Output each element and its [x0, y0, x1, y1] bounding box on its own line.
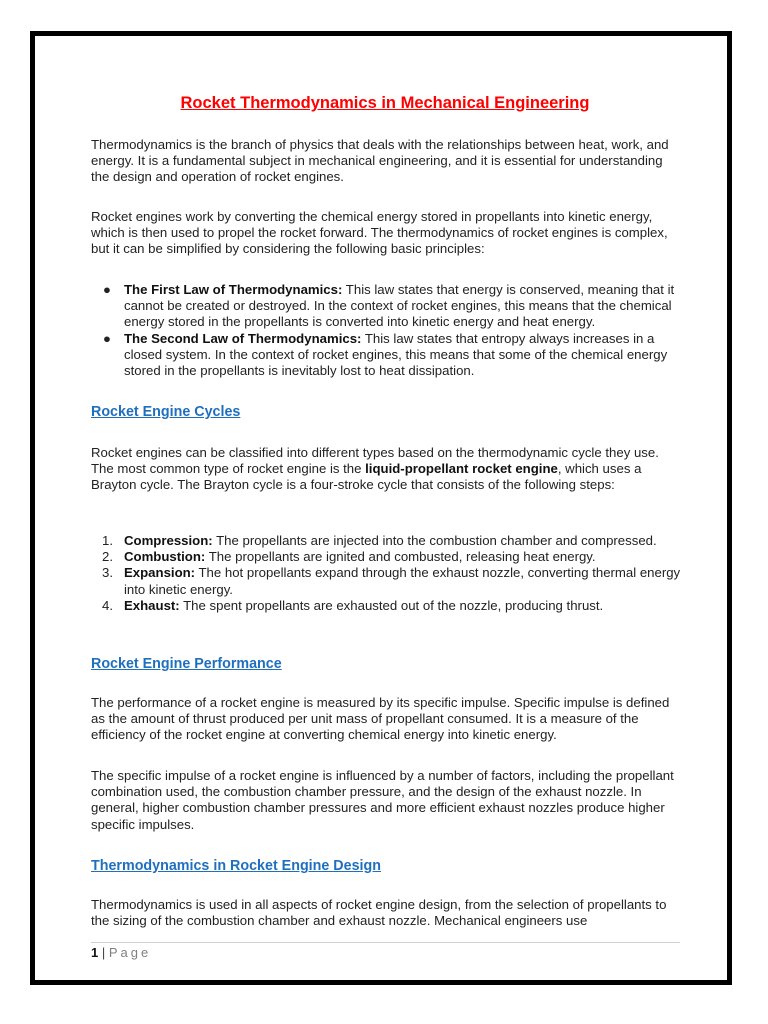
step-text: The spent propellants are exhausted out of the nozzle, producing thrust. [179, 597, 604, 613]
list-item [91, 331, 681, 380]
cycles-text-bold: liquid-propellant rocket engine [365, 461, 558, 477]
principle-text: This law states that energy is conserved, meaning that it cannot be created or destroyed. In the context of rocket engines, this means that the chemical energy stored in the propellants is converted into kinetic energy and heat energy. [124, 282, 675, 330]
step-text: The propellants are injected into the combustion chamber and compressed. [212, 533, 657, 548]
design-heading-block [91, 857, 681, 875]
step-term: Compression: [124, 533, 213, 548]
step-number: 3. [102, 565, 113, 581]
list-item [91, 282, 681, 331]
design-paragraph: Thermodynamics is used in all aspects of rocket engine design, from the selection of propellants to the sizing of the combustion chamber and exhaust nozzle. Mechanical engineers use [91, 897, 667, 929]
cycles-text-part2: , which uses a Brayton cycle. The Brayton cycle is a four-stroke cycle that consists of the following steps: [91, 461, 642, 493]
list-item [91, 549, 681, 565]
list-item [91, 533, 681, 549]
step-number: 2. [102, 549, 113, 565]
performance-paragraph-2-block [91, 768, 681, 833]
principle-text: This law states that entropy always increases in a closed system. In the context of rocket engines, this means that some of the chemical energy stored in the propellants is inevitably lost to heat dissipation. [124, 330, 668, 379]
page-label: Page [108, 945, 152, 960]
design-heading: Thermodynamics in Rocket Engine Design [91, 858, 381, 874]
principles-list [91, 282, 681, 379]
intro-paragraph-block [91, 137, 681, 186]
performance-heading: Rocket Engine Performance [91, 656, 282, 672]
performance-paragraph-1: The performance of a rocket engine is measured by its specific impulse. Specific impulse is defined as the amount of thrust produced per unit mass of propellant consumed. It is a measure of the efficiency of the rocket engine at converting chemical energy into kinetic energy. [91, 695, 670, 743]
cycles-paragraph [91, 445, 681, 494]
footer-divider [91, 942, 680, 943]
document-title: Rocket Thermodynamics in Mechanical Engineering [180, 94, 590, 112]
step-number: 4. [102, 597, 113, 613]
cycles-paragraph-block [91, 445, 681, 494]
performance-heading-block [91, 655, 681, 673]
step-term: Expansion: [124, 565, 196, 581]
bullet-icon: ● [103, 282, 111, 297]
cycles-heading: Rocket Engine Cycles [91, 404, 241, 420]
bullet-icon: ● [103, 330, 111, 346]
principle-term: The First Law of Thermodynamics: [124, 282, 343, 297]
list-item [91, 565, 681, 597]
step-number: 1. [102, 533, 113, 548]
step-term: Exhaust: [124, 597, 180, 613]
page-number: 1 [91, 945, 99, 960]
principles-paragraph-block [91, 209, 681, 258]
principles-paragraph: Rocket engines work by converting the chemical energy stored in propellants into kinetic energy, which is then used to propel the rocket forward. The thermodynamics of rocket engines is complex, but it can be simplified by considering the following basic principles: [91, 209, 668, 257]
performance-paragraph-1-block [91, 695, 681, 744]
intro-paragraph: Thermodynamics is the branch of physics that deals with the relationships between heat, work, and energy. It is a fundamental subject in mechanical engineering, and it is essential for understanding the design and operation of rocket engines. [91, 137, 669, 185]
page-footer [91, 945, 151, 961]
step-term: Combustion: [124, 549, 206, 565]
cycles-text-part1: Rocket engines can be classified into different types based on the thermodynamic cycle they use. The most common type of rocket engine is the [91, 445, 659, 477]
design-paragraph-block [91, 897, 681, 929]
principle-term: The Second Law of Thermodynamics: [124, 330, 362, 346]
cycles-heading-block [91, 403, 681, 421]
list-item [91, 598, 681, 614]
footer-separator: | [101, 945, 106, 960]
steps-list [91, 533, 681, 614]
step-text: The propellants are ignited and combusted, releasing heat energy. [205, 549, 596, 565]
step-text: The hot propellants expand through the exhaust nozzle, converting thermal energy into kinetic energy. [124, 565, 681, 597]
performance-paragraph-2: The specific impulse of a rocket engine is influenced by a number of factors, including the propellant combination used, the combustion chamber pressure, and the design of the exhaust nozzle. In general, higher combustion chamber pressures and more efficient exhaust nozzles produce higher specific impulses. [91, 768, 674, 832]
